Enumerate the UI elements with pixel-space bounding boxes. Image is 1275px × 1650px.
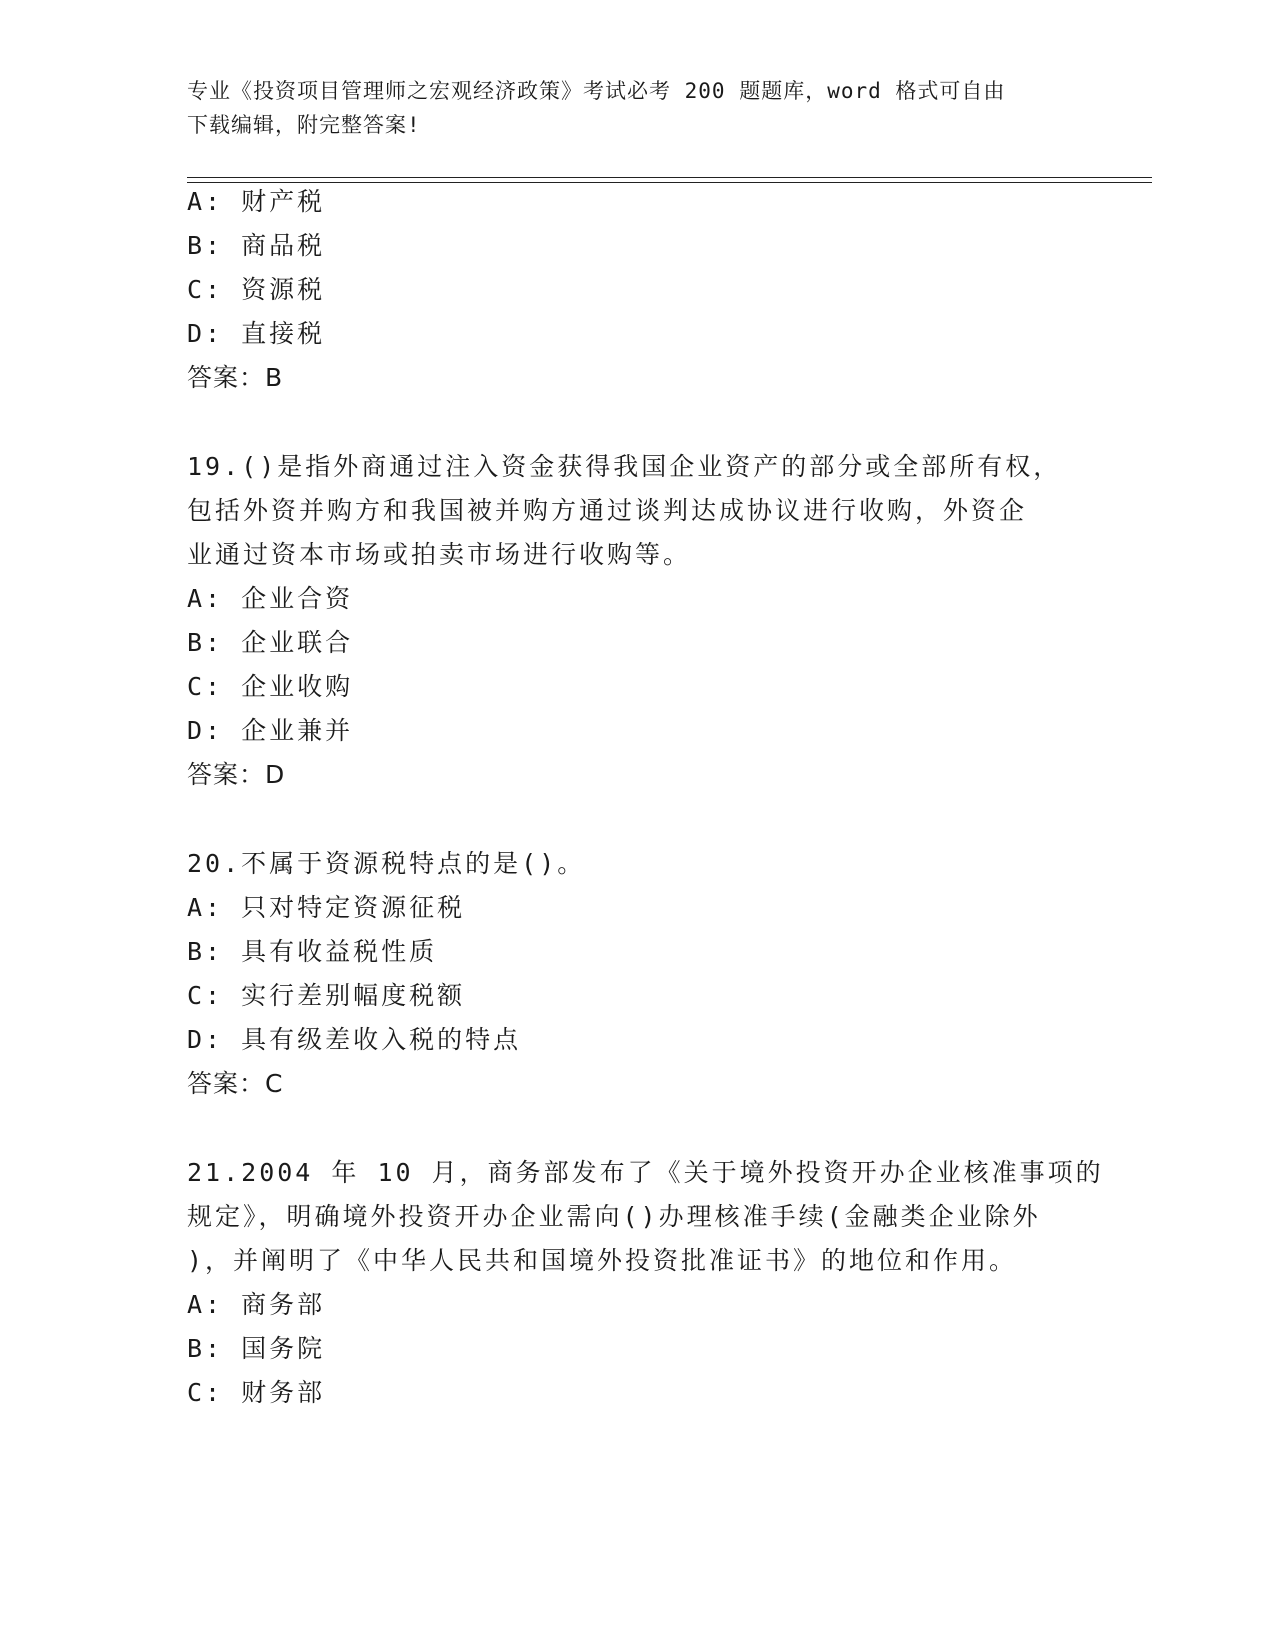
q21-option-c: C: 财务部 bbox=[187, 1378, 326, 1407]
q19-stem-line-1: 19.()是指外商通过注入资金获得我国企业资产的部分或全部所有权， bbox=[187, 452, 1062, 481]
q18-answer: 答案：B bbox=[187, 363, 284, 392]
q19-stem-line-2: 包括外资并购方和我国被并购方通过谈判达成协议进行收购，外资企 bbox=[187, 496, 1028, 525]
q21-stem-line-3: )，并阐明了《中华人民共和国境外投资批准证书》的地位和作用。 bbox=[187, 1246, 1018, 1275]
q20-option-a: A: 只对特定资源征税 bbox=[187, 893, 466, 922]
header-line-2: 下载编辑，附完整答案! bbox=[187, 113, 421, 137]
header-divider-bottom bbox=[187, 182, 1152, 183]
header-line-1: 专业《投资项目管理师之宏观经济政策》考试必考 200 题题库，word 格式可自由 bbox=[187, 79, 1006, 103]
q20-stem-line-1: 20.不属于资源税特点的是()。 bbox=[187, 849, 586, 878]
q19-option-d: D: 企业兼并 bbox=[187, 716, 354, 745]
q21-stem-line-2: 规定》，明确境外投资开办企业需向()办理核准手续(金融类企业除外 bbox=[187, 1202, 1041, 1231]
q20-answer: 答案：C bbox=[187, 1069, 284, 1098]
q19-option-c: C: 企业收购 bbox=[187, 672, 354, 701]
header-divider-top bbox=[187, 177, 1152, 178]
q19-stem-line-3: 业通过资本市场或拍卖市场进行收购等。 bbox=[187, 540, 692, 569]
q21-option-b: B: 国务院 bbox=[187, 1334, 326, 1363]
q18-option-c: C: 资源税 bbox=[187, 275, 326, 304]
q19-option-b: B: 企业联合 bbox=[187, 628, 354, 657]
q18-option-d: D: 直接税 bbox=[187, 319, 326, 348]
q21-stem-line-1: 21.2004 年 10 月，商务部发布了《关于境外投资开办企业核准事项的 bbox=[187, 1158, 1104, 1187]
q21-option-a: A: 商务部 bbox=[187, 1290, 326, 1319]
q19-option-a: A: 企业合资 bbox=[187, 584, 354, 613]
q18-option-a: A: 财产税 bbox=[187, 187, 326, 216]
q20-option-d: D: 具有级差收入税的特点 bbox=[187, 1025, 522, 1054]
q20-option-c: C: 实行差别幅度税额 bbox=[187, 981, 466, 1010]
q20-option-b: B: 具有收益税性质 bbox=[187, 937, 438, 966]
q19-answer: 答案：D bbox=[187, 760, 286, 789]
q18-option-b: B: 商品税 bbox=[187, 231, 326, 260]
document-header bbox=[187, 74, 1087, 142]
